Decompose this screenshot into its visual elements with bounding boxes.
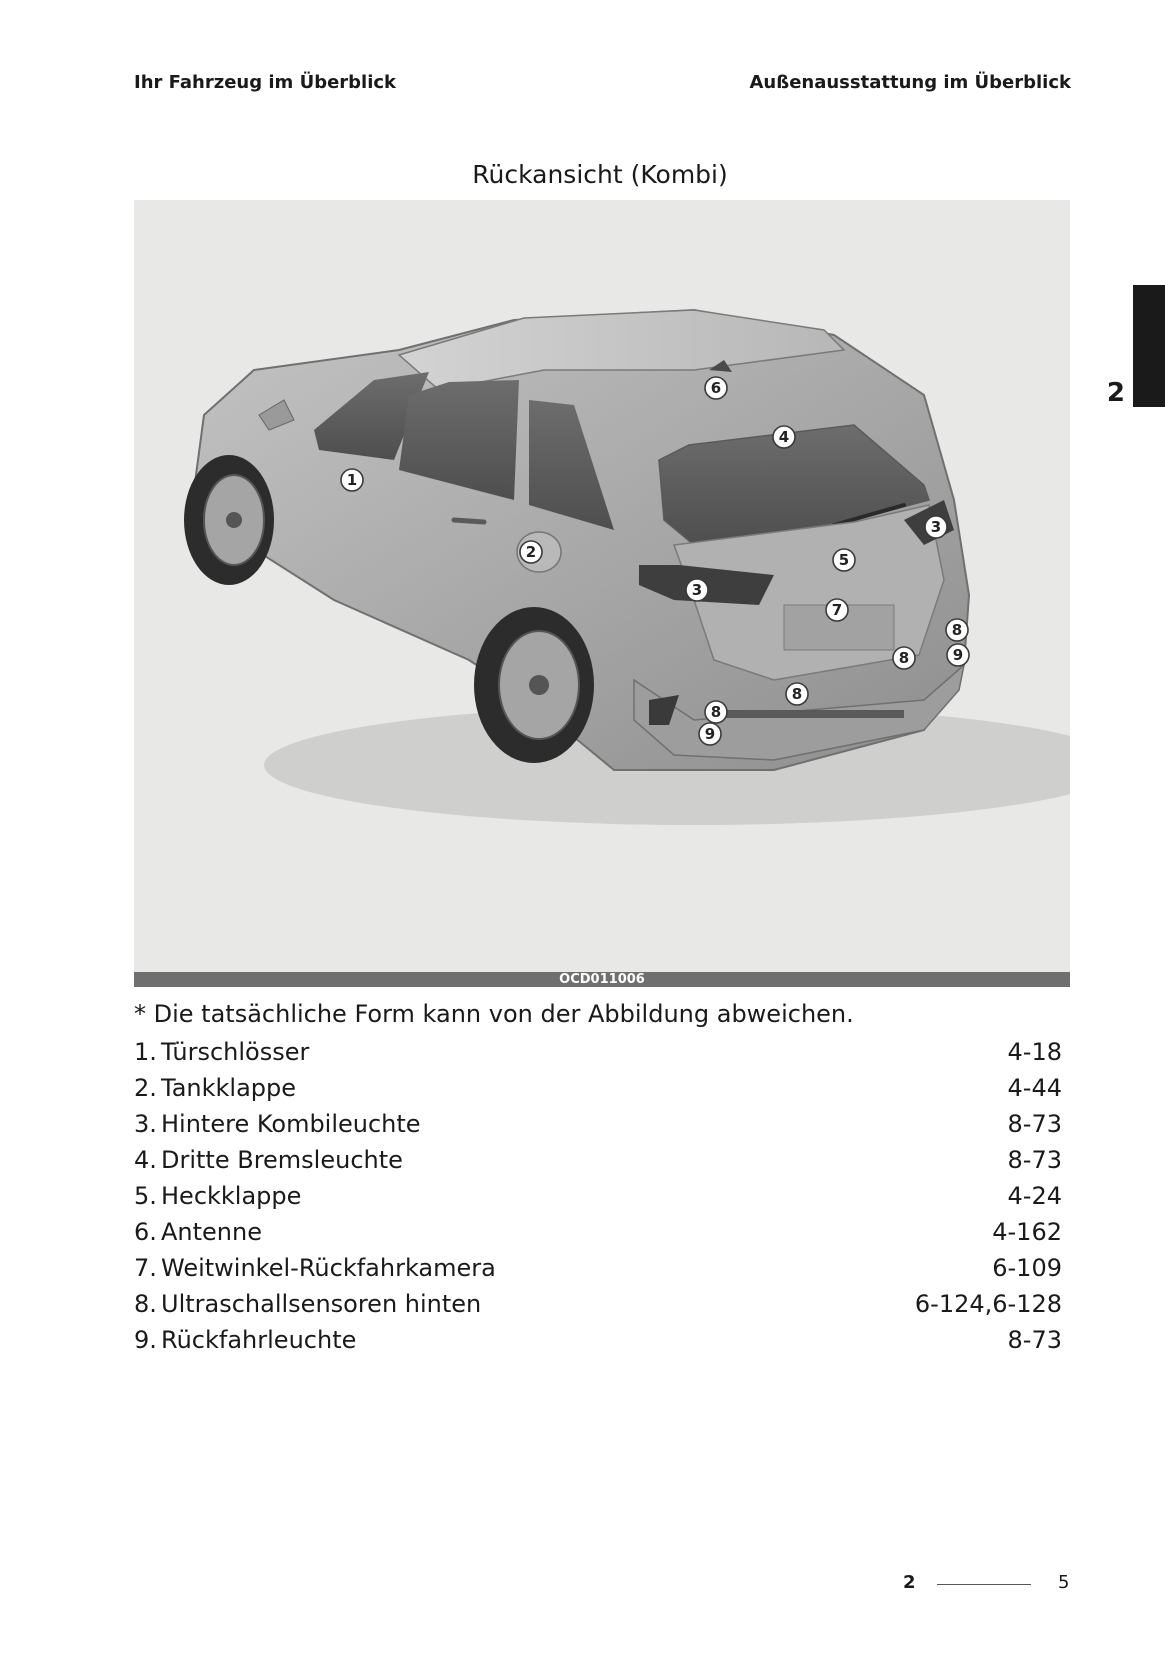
item-page-ref: 4-162	[992, 1218, 1062, 1246]
list-item	[134, 1142, 1062, 1178]
item-number: 5.	[134, 1182, 157, 1210]
svg-text:9: 9	[952, 646, 964, 664]
list-item	[134, 1250, 1062, 1286]
item-label: Türschlösser	[161, 1038, 310, 1066]
item-label: Tankklappe	[161, 1074, 297, 1102]
door-handle	[454, 520, 484, 522]
callout-2	[520, 541, 542, 563]
item-number: 4.	[134, 1146, 157, 1174]
item-number: 2.	[134, 1074, 157, 1102]
svg-text:9: 9	[704, 725, 716, 743]
svg-text:6: 6	[710, 379, 722, 397]
callout-4	[773, 426, 795, 448]
svg-text:8: 8	[951, 621, 963, 639]
svg-text:8: 8	[898, 649, 910, 667]
svg-text:2: 2	[525, 543, 537, 561]
item-page-ref: 8-73	[1007, 1110, 1062, 1138]
running-header-left: Ihr Fahrzeug im Überblick	[134, 72, 397, 93]
item-label: Weitwinkel-Rückfahrkamera	[161, 1254, 496, 1282]
list-item	[134, 1178, 1062, 1214]
chapter-tab-number: 2	[1106, 378, 1125, 408]
svg-text:3: 3	[691, 581, 703, 599]
footer-page-number: 5	[1058, 1572, 1070, 1593]
item-number: 8.	[134, 1290, 157, 1318]
item-label: Hintere Kombileuchte	[161, 1110, 421, 1138]
svg-text:8: 8	[710, 703, 722, 721]
callout-6	[705, 377, 727, 399]
item-label: Antenne	[161, 1218, 262, 1246]
item-page-ref: 8-73	[1007, 1326, 1062, 1354]
callout-8-b	[893, 647, 915, 669]
item-page-ref: 4-18	[1007, 1038, 1062, 1066]
item-page-ref: 4-24	[1007, 1182, 1062, 1210]
wheel-rear	[474, 607, 594, 763]
item-page-ref: 6-124,6-128	[914, 1290, 1062, 1318]
callout-7	[826, 599, 848, 621]
list-item	[134, 1034, 1062, 1070]
item-label: Rückfahrleuchte	[161, 1326, 357, 1354]
parts-list	[134, 1034, 1062, 1358]
svg-text:1: 1	[346, 471, 358, 489]
callout-8-d	[705, 701, 727, 723]
callout-5	[833, 549, 855, 571]
callout-8-a	[946, 619, 968, 641]
svg-text:4: 4	[778, 428, 790, 446]
item-number: 6.	[134, 1218, 157, 1246]
svg-text:7: 7	[831, 601, 843, 619]
svg-text:3: 3	[930, 518, 942, 536]
list-item	[134, 1322, 1062, 1358]
item-label: Ultraschallsensoren hinten	[161, 1290, 482, 1318]
item-number: 3.	[134, 1110, 157, 1138]
item-label: Dritte Bremsleuchte	[161, 1146, 403, 1174]
figure-code-bar: OCD011006	[134, 972, 1070, 987]
list-item	[134, 1106, 1062, 1142]
callout-3-right	[925, 516, 947, 538]
list-item	[134, 1070, 1062, 1106]
item-number: 1.	[134, 1038, 157, 1066]
disclaimer-note: * Die tatsächliche Form kann von der Abbildung abweichen.	[134, 1000, 854, 1028]
item-page-ref: 8-73	[1007, 1146, 1062, 1174]
wheel-front	[184, 455, 274, 585]
item-number: 7.	[134, 1254, 157, 1282]
svg-text:8: 8	[791, 685, 803, 703]
running-header-right: Außenausstattung im Überblick	[749, 72, 1071, 93]
callout-8-c	[786, 683, 808, 705]
chapter-tab	[1133, 285, 1165, 407]
item-number: 9.	[134, 1326, 157, 1354]
item-page-ref: 4-44	[1007, 1074, 1062, 1102]
footer-divider	[937, 1584, 1031, 1585]
callout-1	[341, 469, 363, 491]
list-item	[134, 1286, 1062, 1322]
page-title: Rückansicht (Kombi)	[472, 160, 728, 189]
callout-3-left	[686, 579, 708, 601]
item-label: Heckklappe	[161, 1182, 302, 1210]
footer-chapter-number: 2	[903, 1572, 916, 1593]
callout-9-a	[947, 644, 969, 666]
svg-text:5: 5	[838, 551, 850, 569]
callout-9-b	[699, 723, 721, 745]
item-page-ref: 6-109	[992, 1254, 1062, 1282]
car-rear-illustration	[134, 200, 1070, 972]
bumper-trim	[724, 710, 904, 718]
list-item	[134, 1214, 1062, 1250]
